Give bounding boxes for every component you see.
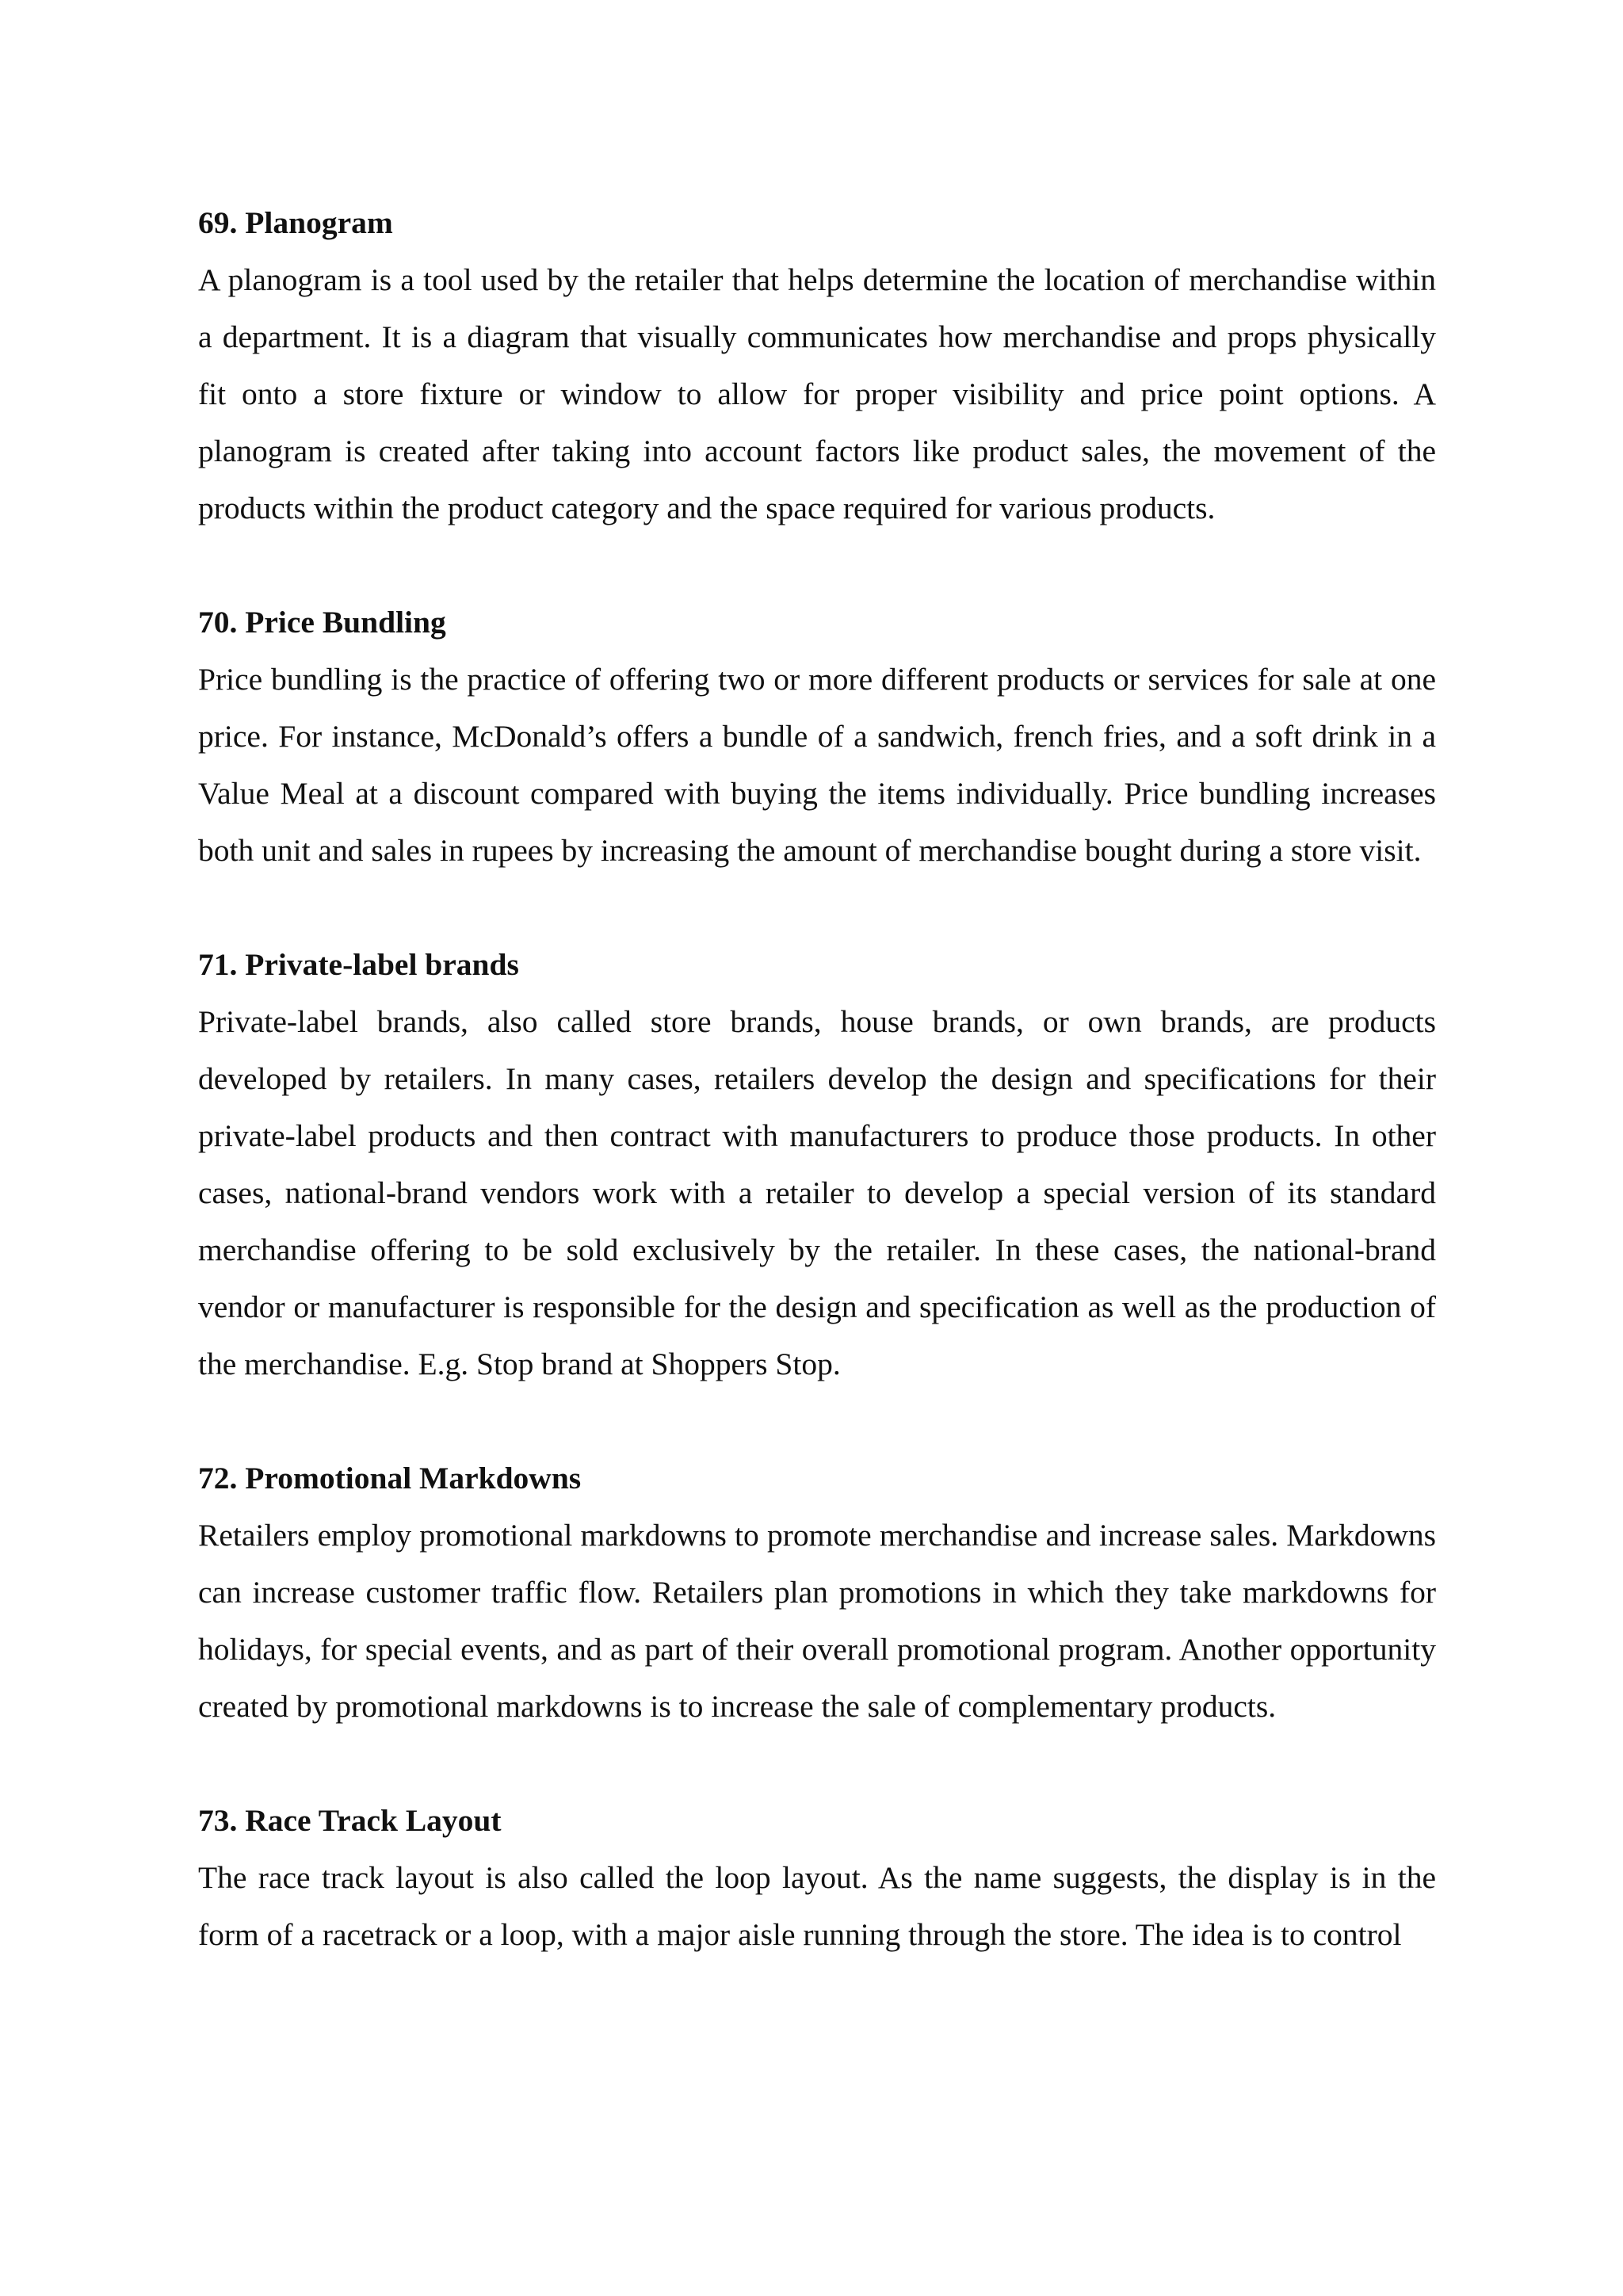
section-private-label-brands [198, 936, 1436, 1392]
section-heading: 73. Race Track Layout [198, 1803, 502, 1838]
section-heading: 70. Price Bundling [198, 605, 446, 640]
section-race-track-layout [198, 1792, 1436, 1963]
section-planogram [198, 194, 1436, 537]
document-page [198, 194, 1436, 1963]
section-promotional-markdowns [198, 1450, 1436, 1735]
section-heading: 71. Private-label brands [198, 947, 519, 982]
section-body: A planogram is a tool used by the retailer that helps determine the location of merchandise within a department. It is a diagram that visually communicates how merchandise and props physically fit onto a store fixture or window to allow for proper visibility and price point options. A planogram is created after taking into account factors like product sales, the movement of the products within the product category and the space required for various products. [198, 262, 1436, 525]
section-heading: 72. Promotional Markdowns [198, 1461, 582, 1496]
section-body: The race track layout is also called the loop layout. As the name suggests, the display is in the form of a racetrack or a loop, with a major aisle running through the store. The idea is to control [198, 1860, 1436, 1952]
section-body: Private-label brands, also called store brands, house brands, or own brands, are products developed by retailers. In many cases, retailers develop the design and specifications for their private-label products and then contract with manufacturers to produce those products. In other cases, national-brand vendors work with a retailer to develop a special version of its standard merchandise offering to be sold exclusively by the retailer. In these cases, the national-brand vendor or manufacturer is responsible for the design and specification as well as the production of the merchandise. E.g. Stop brand at Shoppers Stop. [198, 1004, 1436, 1381]
section-heading: 69. Planogram [198, 205, 393, 240]
section-body: Retailers employ promotional markdowns to promote merchandise and increase sales. Markdowns can increase customer traffic flow. Retailers plan promotions in which they take markdowns for holidays, for special events, and as part of their overall promotional program. Another opportunity created by promotional markdowns is to increase the sale of complementary products. [198, 1518, 1436, 1724]
section-body: Price bundling is the practice of offering two or more different products or services for sale at one price. For instance, McDonald’s offers a bundle of a sandwich, french fries, and a soft drink in a Value Meal at a discount compared with buying the items individually. Price bundling increases both unit and sales in rupees by increasing the amount of merchandise bought during a store visit. [198, 662, 1436, 868]
section-price-bundling [198, 594, 1436, 879]
